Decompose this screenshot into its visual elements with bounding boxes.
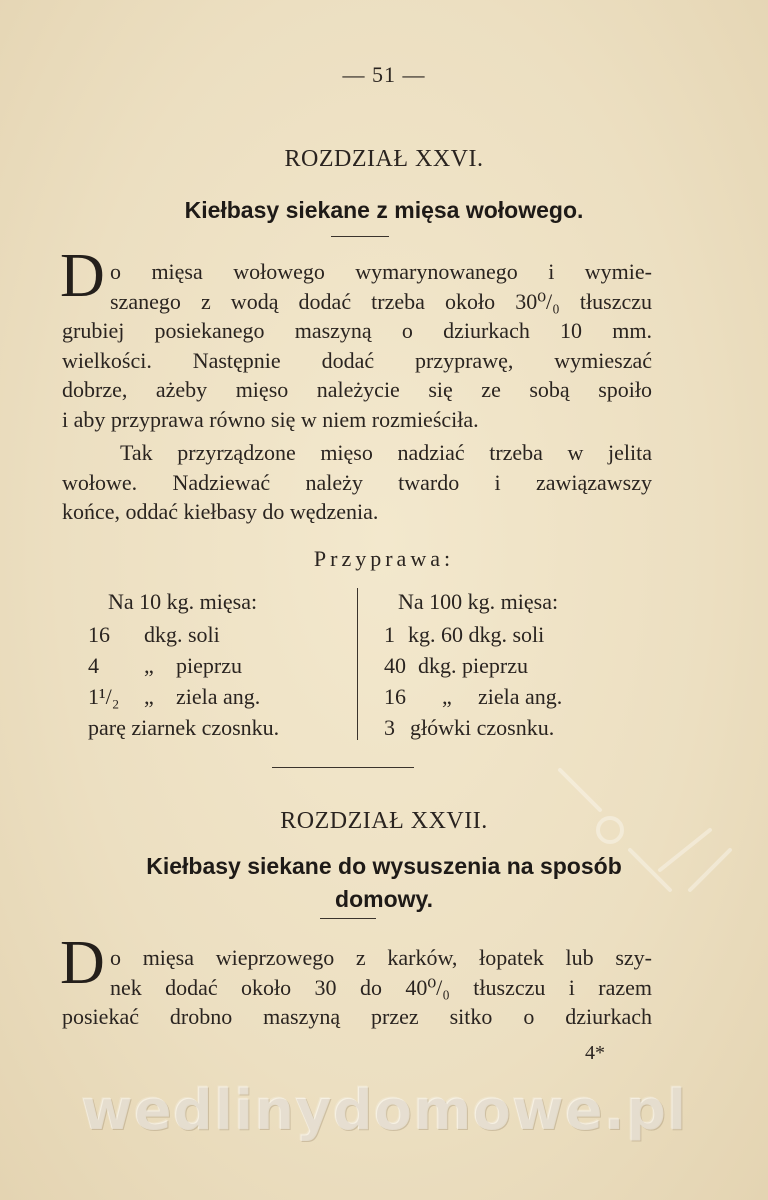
column-divider xyxy=(357,588,358,740)
spice-qty: 16 xyxy=(88,622,110,647)
text-line: wołowe. Nadziewać należy twardo i zawiązawszy xyxy=(62,469,652,495)
spice-heading: Przyprawa: xyxy=(313,546,455,571)
spice-qty: 16 xyxy=(384,684,406,709)
spice-qty: 40 xyxy=(384,653,406,678)
spice-row xyxy=(384,712,634,743)
paragraph-1 xyxy=(62,257,652,434)
chapter-title: Kiełbasy siekane z mięsa wołowego. xyxy=(184,197,584,223)
spice-column-100kg xyxy=(384,586,634,743)
chapter-title-line: domowy. xyxy=(335,886,433,912)
ditto-mark: „ xyxy=(442,684,452,709)
spice-item: dkg. pieprzu xyxy=(418,653,528,678)
signature-mark: 4* xyxy=(585,1042,605,1064)
spice-item: ziela ang. xyxy=(478,684,563,709)
text-line: nek dodać około 30 do 40⁰/₀ tłuszczu i razem xyxy=(110,974,652,1000)
title-rule xyxy=(331,236,389,237)
text-line: posiekać drobno maszyną przez sitko o dziurkach xyxy=(62,1004,652,1029)
ditto-mark: „ xyxy=(144,653,154,678)
spice-column-header: Na 100 kg. mięsa: xyxy=(398,589,559,614)
spice-row xyxy=(88,681,350,712)
spice-column-10kg xyxy=(88,586,350,743)
spice-row xyxy=(384,681,634,712)
spice-row xyxy=(384,619,634,650)
spice-item: kg. 60 dkg. soli xyxy=(408,622,545,647)
section-rule xyxy=(272,767,414,768)
chapter-title xyxy=(40,850,728,916)
spice-qty: 1¹/₂ xyxy=(88,684,120,709)
spice-qty: 4 xyxy=(88,653,99,678)
title-rule xyxy=(320,918,376,919)
spice-item: dkg. soli xyxy=(144,622,220,647)
paragraph-3 xyxy=(62,943,652,1032)
paragraph-2 xyxy=(62,438,652,527)
text-line: końce, oddać kiełbasy do wędzenia. xyxy=(62,499,379,524)
spice-row xyxy=(88,650,350,681)
spice-qty: 1 xyxy=(384,622,395,647)
chapter-heading: ROZDZIAŁ XXVI. xyxy=(284,146,484,172)
spice-qty: 3 xyxy=(384,715,395,740)
chapter-heading: ROZDZIAŁ XXVII. xyxy=(280,808,488,834)
drop-cap: D xyxy=(60,242,105,310)
chapter-title-line: Kiełbasy siekane do wysuszenia na sposób xyxy=(146,853,622,879)
text-line: i aby przyprawa równo się w niem rozmieściła. xyxy=(62,406,479,432)
spice-item: parę ziarnek czosnku. xyxy=(88,715,280,740)
spice-column-header: Na 10 kg. mięsa: xyxy=(108,589,258,614)
text-line: dobrze, ażeby mięso należycie się ze sobą spoiło xyxy=(62,377,652,402)
site-watermark: wedlinydomowe.pl xyxy=(80,1078,688,1143)
spice-item: główki czosnku. xyxy=(410,715,555,740)
text-line: wielkości. Następnie dodać przyprawę, wymieszać xyxy=(62,347,652,373)
page-number: — 51 — xyxy=(342,62,426,87)
drop-cap: D xyxy=(60,929,105,997)
text-line: szanego z wodą dodać trzeba około 30⁰/₀ tłuszczu xyxy=(110,288,652,314)
text-line: o mięsa wieprzowego z karków, łopatek lub szy- xyxy=(110,945,652,970)
spice-item: ziela ang. xyxy=(176,684,261,709)
spice-item: pieprzu xyxy=(176,653,242,678)
text-line: Tak przyrządzone mięso nadziać trzeba w jelita xyxy=(120,440,652,465)
text-line: o mięsa wołowego wymarynowanego i wymie- xyxy=(110,259,652,284)
ditto-mark: „ xyxy=(144,684,154,709)
spice-row xyxy=(88,712,350,743)
spice-row xyxy=(88,619,350,650)
text-line: grubiej posiekanego maszyną o dziurkach 10 mm. xyxy=(62,318,652,343)
spice-row xyxy=(384,650,634,681)
